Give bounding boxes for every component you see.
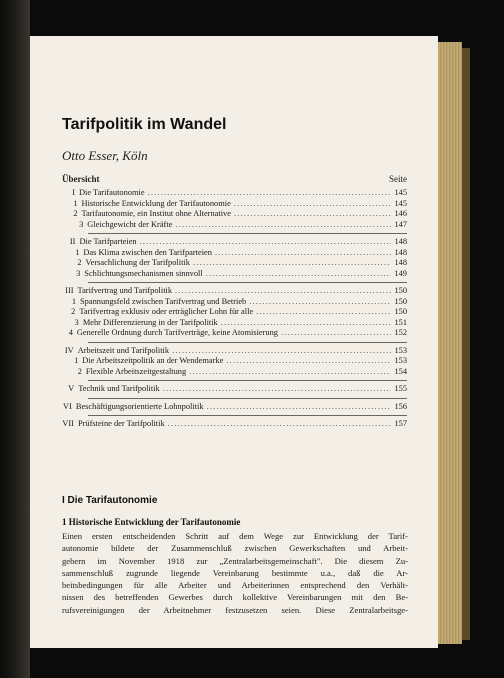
toc-entry-title: Schlichtungsmechanismen sinnvoll: [84, 268, 203, 278]
toc-entry-title: Versachlichung der Tarifpolitik: [85, 258, 190, 267]
toc-entry-page: 145: [394, 198, 407, 208]
toc-entry-number: II: [69, 237, 76, 246]
body-line: Einen ersten entscheidenden Schritt auf dem Wege zur Entwicklung der Tarif-: [62, 531, 408, 541]
toc-leader-dots: [172, 346, 391, 357]
toc-divider: [88, 233, 407, 234]
toc-leader-dots: [175, 286, 391, 297]
toc-divider: [88, 342, 407, 343]
toc-entry-page: 150: [394, 307, 407, 316]
toc-entry-number: VI: [63, 401, 72, 411]
toc-leader-dots: [207, 402, 392, 413]
toc-subentry: [62, 248, 407, 259]
toc-entry-title: Technik und Tarifpolitik: [78, 384, 160, 393]
toc-entry-page: 148: [394, 258, 407, 267]
body-line: beitsbedingungen für alle Arbeiter und Arbeiterinnen entsprechend den Verhält-: [62, 580, 408, 591]
toc-entry-number: V: [68, 384, 75, 393]
toc-chapter: [62, 346, 407, 357]
toc-chapter: [62, 402, 407, 413]
toc-entry-page: 145: [394, 188, 407, 197]
toc-entry-title: Die Tarifparteien: [79, 237, 137, 246]
toc-subentry: [62, 199, 407, 210]
toc-divider: [88, 415, 407, 416]
toc-entry-number: 1: [74, 356, 79, 365]
toc-leader-dots: [206, 269, 392, 280]
toc-entry-page: 153: [394, 345, 407, 355]
toc-leader-dots: [175, 220, 391, 231]
toc-divider: [88, 282, 407, 283]
toc-entry-title: Das Klima zwischen den Tarifparteien: [83, 247, 212, 257]
toc-entry-number: III: [65, 286, 74, 295]
toc-entry-page: 153: [394, 356, 407, 365]
toc-entry-title: Tarifvertrag exklusiv oder erträglicher Lohn für alle: [79, 307, 254, 316]
toc-entry-title: Die Arbeitszeitpolitik an der Wendemarke: [82, 356, 224, 365]
toc-entry-number: 3: [74, 317, 79, 327]
toc-leader-dots: [249, 297, 391, 308]
toc-leader-dots: [226, 356, 391, 367]
toc-leader-dots: [163, 384, 392, 395]
book-gutter: [0, 0, 30, 678]
toc-leader-dots: [221, 318, 392, 329]
toc-entry-page: 155: [394, 384, 407, 393]
article-title: Tarifpolitik im Wandel: [62, 116, 227, 133]
toc-divider: [88, 380, 407, 381]
toc-entry-number: 3: [79, 219, 84, 229]
toc-entry-page: 152: [394, 328, 407, 337]
toc-chapter: [62, 237, 407, 248]
toc-entry-number: 2: [73, 209, 78, 218]
body-line: rufsvereinigungen der Arbeitnehmer festzusetzen seien. Diese Zentralarbeitsge-: [62, 604, 408, 615]
body-line: nissen des betreffenden Gewerbes durch kollektive Vereinbarungen mit den Be-: [62, 592, 408, 603]
toc-entry-number: 1: [71, 296, 76, 306]
toc-subentry: [62, 220, 407, 231]
toc-leader-dots: [168, 419, 392, 430]
toc-entry-title: Gleichgewicht der Kräfte: [87, 219, 173, 229]
article-author: Otto Esser, Köln: [62, 148, 148, 163]
toc-subentry: [62, 297, 407, 308]
body-line: sammenschluß zugrunde liegende Vereinbarung bestimmte u.a., daß die Ar-: [62, 567, 408, 578]
toc-entry-title: Mehr Differenzierung in der Tarifpolitik: [82, 317, 218, 327]
toc-entry-page: 147: [394, 219, 407, 229]
toc-entry-title: Beschäftigungsorientierte Lohnpolitik: [75, 401, 204, 411]
toc-entry-number: 3: [76, 268, 81, 278]
toc-entry-page: 150: [394, 296, 407, 306]
toc-subentry: [62, 318, 407, 329]
toc-chapter: [62, 188, 407, 199]
body-text: [62, 530, 408, 616]
section-subheading: 1 Historische Entwicklung der Tarifautonomie: [62, 517, 241, 527]
toc-entry-title: Spannungsfeld zwischen Tarifvertrag und Betrieb: [80, 296, 247, 306]
toc-entry-title: Tarifvertrag und Tarifpolitik: [77, 286, 173, 295]
toc-entry-number: 2: [71, 307, 76, 316]
book-page: [30, 36, 438, 648]
toc-leader-dots: [234, 209, 392, 220]
table-of-contents: [62, 188, 407, 430]
toc-entry-page: 149: [394, 268, 407, 278]
toc-subentry: [62, 258, 407, 269]
toc-entry-page: 156: [394, 401, 407, 411]
toc-entry-title: Flexible Arbeitszeitgestaltung: [85, 366, 187, 376]
toc-leader-dots: [281, 328, 391, 339]
toc-entry-title: Tarifautonomie, ein Institut ohne Alternative: [81, 209, 231, 218]
toc-entry-number: 4: [68, 328, 73, 337]
toc-leader-dots: [215, 248, 392, 259]
toc-entry-title: Prüfsteine der Tarifpolitik: [77, 419, 165, 428]
toc-divider: [88, 398, 407, 399]
toc-heading: Übersicht: [62, 174, 100, 184]
body-line: gebern im November 1918 zur „Zentralarbeitsgemeinschaft". Die diesem Zu-: [62, 555, 408, 566]
toc-entry-title: Generelle Ordnung durch Tarifverträge, keine Atomisierung: [76, 328, 278, 337]
toc-entry-page: 150: [394, 286, 407, 295]
toc-chapter: [62, 286, 407, 297]
toc-subentry: [62, 356, 407, 367]
toc-entry-title: Die Tarifautonomie: [79, 188, 145, 197]
toc-subentry: [62, 269, 407, 280]
toc-entry-page: 146: [394, 209, 407, 218]
toc-subentry: [62, 328, 407, 339]
toc-leader-dots: [234, 199, 392, 210]
toc-entry-number: VII: [62, 419, 74, 428]
body-line: autonomie bildete der Zusammenschluß zwischen Gewerkschaften und Arbeit-: [62, 543, 408, 554]
toc-entry-number: 1: [73, 198, 78, 208]
toc-chapter: [62, 419, 407, 430]
toc-leader-dots: [193, 258, 392, 269]
page-edges: [438, 42, 462, 644]
toc-subentry: [62, 209, 407, 220]
toc-entry-number: 2: [77, 366, 82, 376]
toc-entry-page: 151: [394, 317, 407, 327]
toc-chapter: [62, 384, 407, 395]
toc-leader-dots: [148, 188, 392, 199]
toc-header: [62, 174, 407, 184]
toc-page-label: Seite: [389, 174, 407, 184]
toc-entry-page: 154: [394, 366, 407, 376]
toc-entry-page: 148: [394, 237, 407, 246]
toc-entry-number: I: [72, 188, 75, 197]
toc-entry-number: 2: [77, 258, 82, 267]
toc-leader-dots: [256, 307, 391, 318]
toc-leader-dots: [140, 237, 392, 248]
toc-entry-title: Historische Entwicklung der Tarifautonomie: [81, 198, 231, 208]
toc-entry-number: IV: [64, 345, 74, 355]
toc-subentry: [62, 307, 407, 318]
toc-leader-dots: [189, 367, 391, 378]
page-edge-shadow: [462, 48, 470, 640]
section-heading: I Die Tarifautonomie: [62, 495, 158, 506]
toc-subentry: [62, 367, 407, 378]
toc-entry-page: 157: [394, 419, 407, 428]
toc-entry-number: 1: [75, 247, 80, 257]
toc-entry-page: 148: [394, 247, 407, 257]
toc-entry-title: Arbeitszeit und Tarifpolitik: [77, 345, 170, 355]
